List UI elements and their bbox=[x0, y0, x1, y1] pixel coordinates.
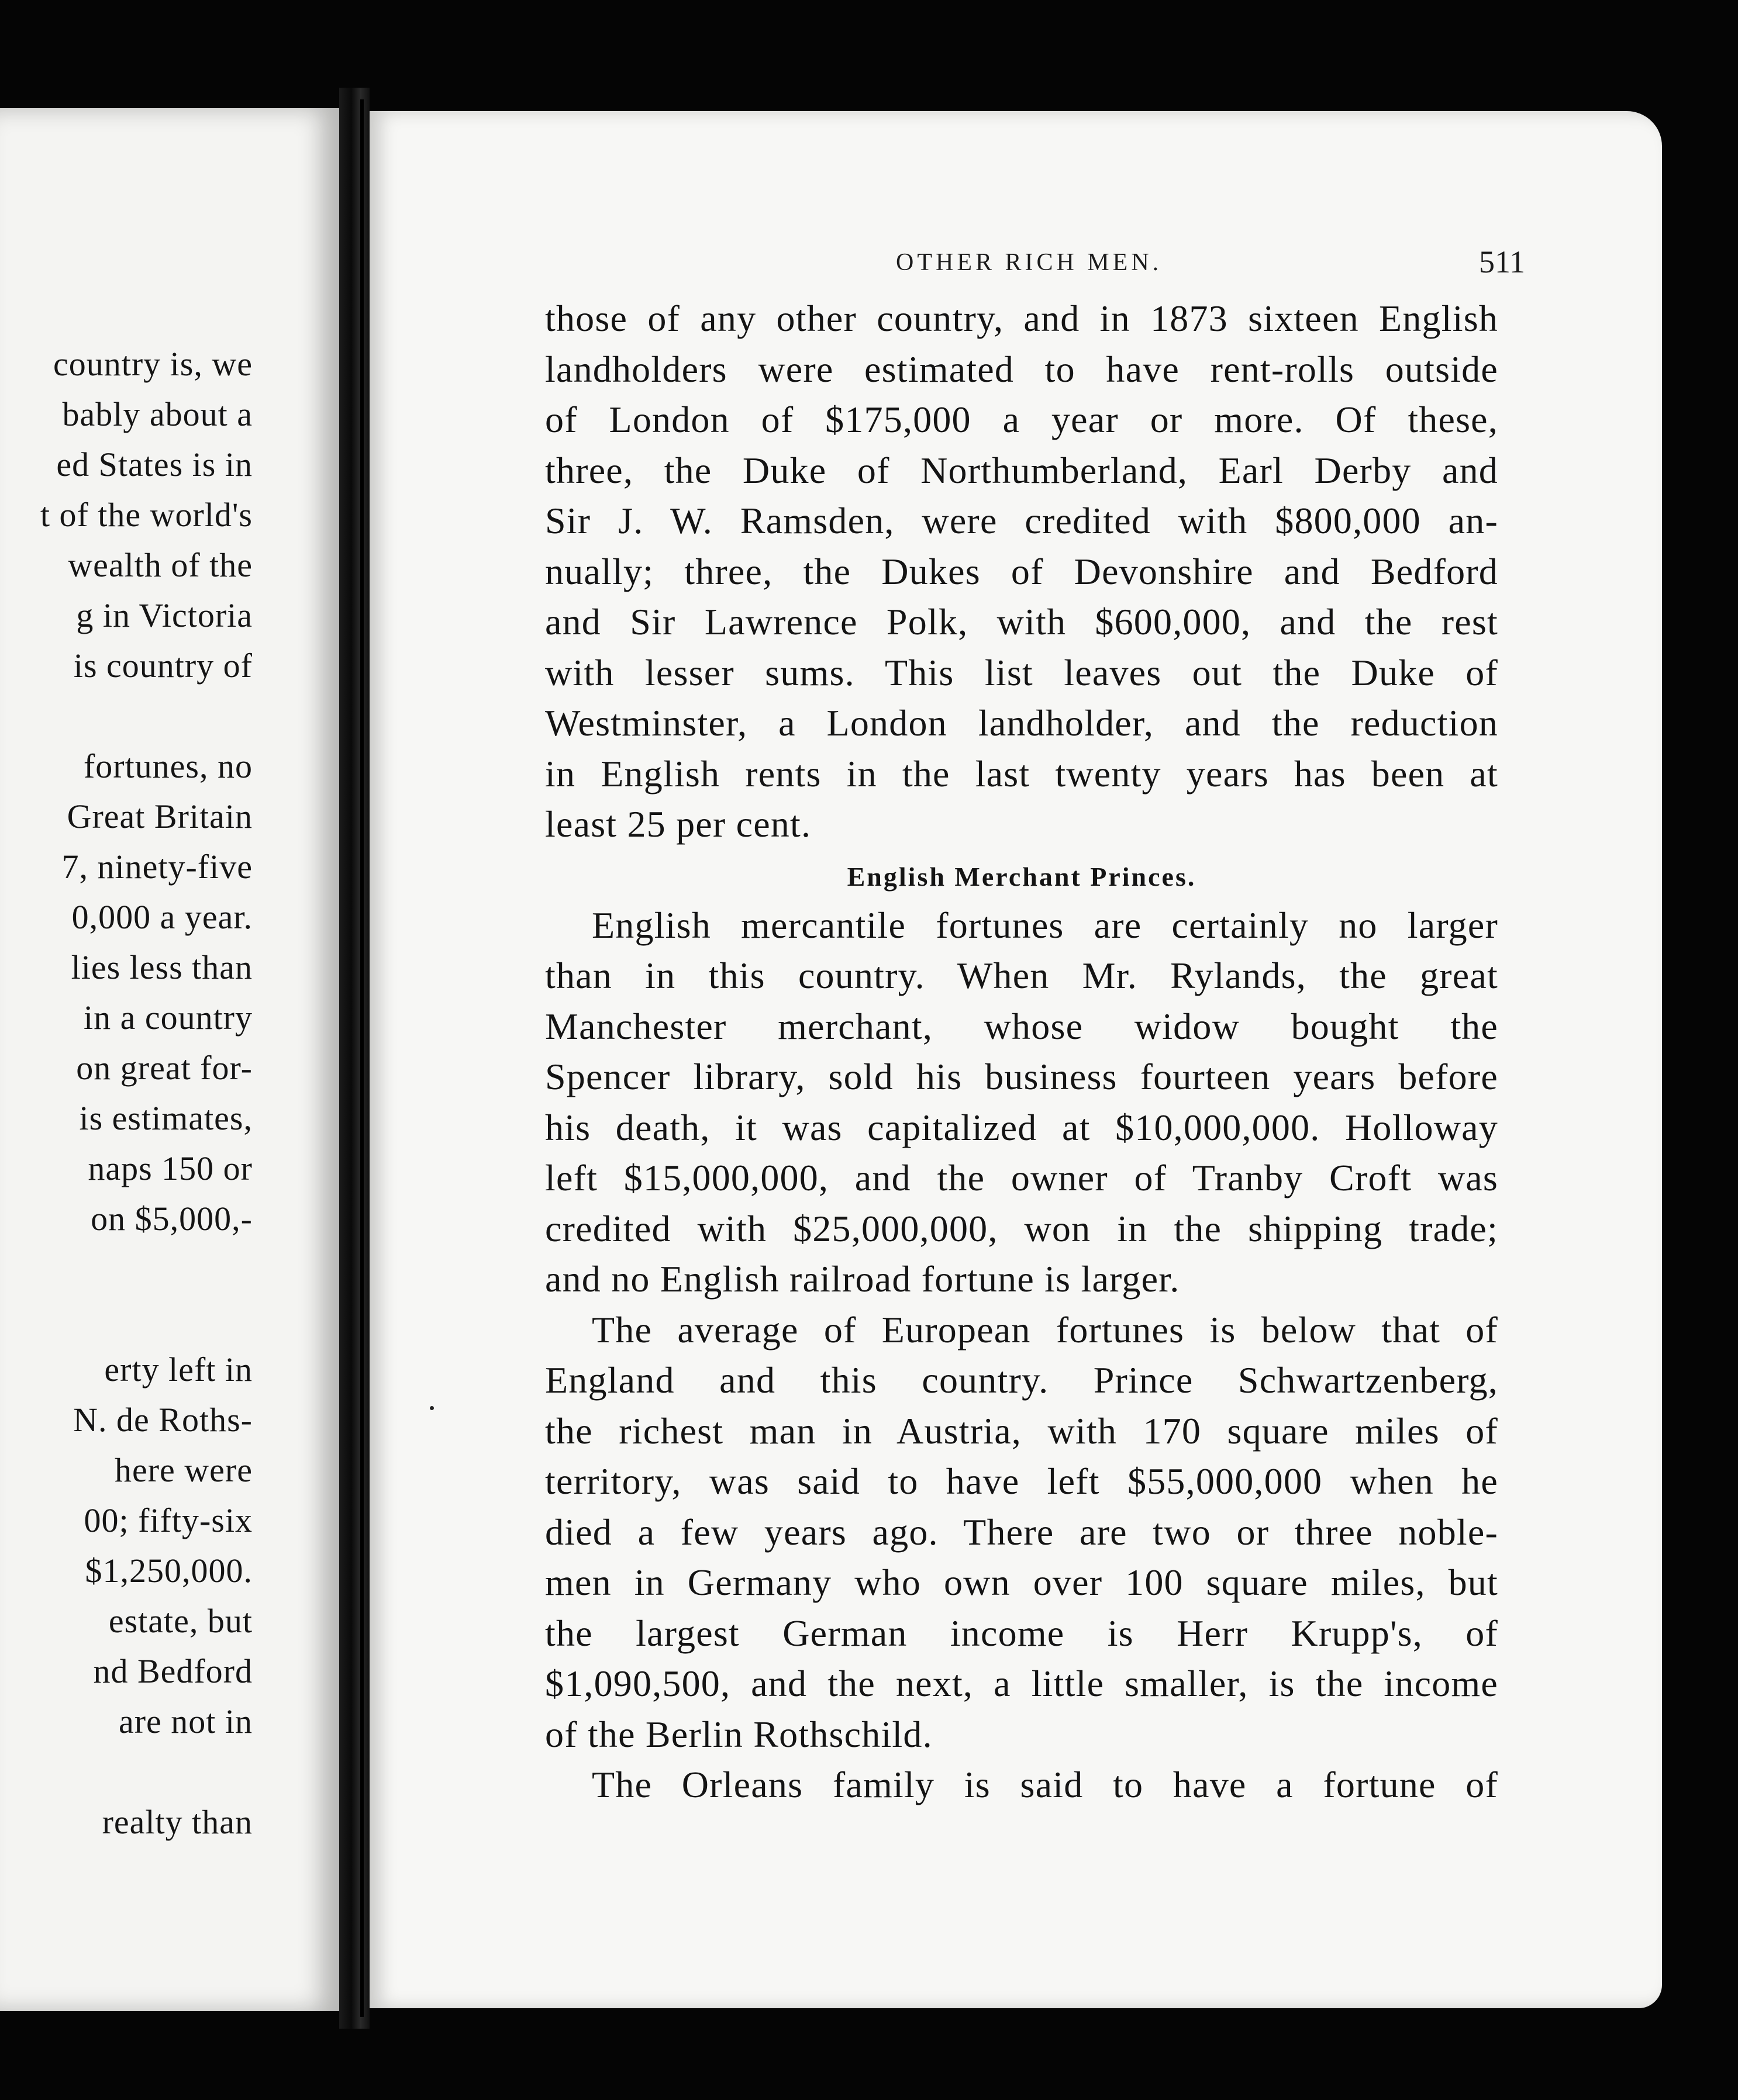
left-page-line: is estimates, bbox=[79, 1099, 253, 1137]
page-number: 511 bbox=[1479, 244, 1525, 279]
text-line: died a few years ago. There are two or three noble- bbox=[545, 1511, 1498, 1553]
text-line: least 25 per cent. bbox=[545, 803, 812, 845]
left-page-line: estate, but bbox=[108, 1602, 253, 1640]
left-page-text bbox=[0, 339, 253, 1847]
left-page-line: 00; fifty-six bbox=[84, 1501, 253, 1539]
text-line: with lesser sums. This list leaves out the Duke of bbox=[545, 651, 1498, 693]
text-line: Spencer library, sold his business fourteen years before bbox=[545, 1056, 1498, 1097]
left-page-line: erty left in bbox=[104, 1351, 253, 1389]
text-line: three, the Duke of Northumberland, Earl Derby and bbox=[545, 449, 1498, 491]
text-line: than in this country. When Mr. Rylands, the great bbox=[545, 955, 1498, 996]
text-line: $1,090,500, and the next, a little smaller, is the income bbox=[545, 1663, 1498, 1704]
gutter-shadow-line bbox=[360, 99, 364, 2017]
left-page-line: 7, ninety-five bbox=[61, 848, 253, 886]
left-page-line: bably about a bbox=[62, 395, 253, 433]
left-page-line: on great for- bbox=[76, 1049, 253, 1087]
text-line: left $15,000,000, and the owner of Tranby Croft was bbox=[545, 1157, 1498, 1198]
left-page-line: country is, we bbox=[53, 345, 253, 383]
text-line: The Orleans family is said to have a fortune of bbox=[592, 1764, 1498, 1805]
text-line: nually; three, the Dukes of Devonshire and Bedford bbox=[545, 550, 1498, 592]
text-line: The average of European fortunes is below that of bbox=[592, 1308, 1498, 1351]
right-page bbox=[370, 111, 1662, 2008]
text-line: England and this country. Prince Schwartzenberg, bbox=[545, 1359, 1498, 1401]
running-title: OTHER RICH MEN. bbox=[896, 249, 1163, 276]
left-page-line: N. de Roths- bbox=[73, 1401, 253, 1439]
scan-speck bbox=[430, 1406, 434, 1410]
book-gutter bbox=[339, 88, 370, 2029]
left-page-line: lies less than bbox=[71, 948, 253, 986]
text-line: in English rents in the last twenty years has been at bbox=[545, 752, 1498, 795]
text-line: landholders were estimated to have rent-rolls outside bbox=[545, 348, 1498, 390]
left-page-line: Great Britain bbox=[67, 797, 253, 835]
body-text bbox=[545, 293, 1498, 1811]
paragraph-2 bbox=[545, 900, 1498, 1305]
text-line: of the Berlin Rothschild. bbox=[545, 1713, 933, 1755]
text-line: territory, was said to have left $55,000,000 when he bbox=[545, 1460, 1498, 1502]
left-page-line: on $5,000,- bbox=[91, 1200, 253, 1238]
left-page-line: 0,000 a year. bbox=[71, 898, 253, 936]
left-page-line: in a country bbox=[83, 999, 253, 1037]
left-page-line: fortunes, no bbox=[83, 747, 253, 785]
text-line: the largest German income is Herr Krupp's, of bbox=[545, 1612, 1498, 1654]
text-line: Westminster, a London landholder, and the reduction bbox=[545, 702, 1498, 744]
paragraph-3 bbox=[545, 1305, 1498, 1760]
paragraph-1 bbox=[545, 293, 1498, 850]
left-page-gap bbox=[0, 1294, 253, 1345]
left-page-line: g in Victoria bbox=[76, 596, 253, 634]
text-line: and Sir Lawrence Polk, with $600,000, and the rest bbox=[545, 601, 1498, 643]
running-head bbox=[370, 244, 1662, 284]
text-line: those of any other country, and in 1873 sixteen English bbox=[545, 298, 1498, 339]
text-line: his death, it was capitalized at $10,000,000. Holloway bbox=[545, 1106, 1498, 1148]
left-page-line: ed States is in bbox=[56, 445, 253, 483]
left-page-line: naps 150 or bbox=[88, 1149, 253, 1187]
text-line: credited with $25,000,000, won in the shipping trade; bbox=[545, 1207, 1498, 1249]
left-page-line: are not in bbox=[118, 1702, 253, 1740]
left-page-gap bbox=[0, 1244, 253, 1294]
paragraph-4 bbox=[545, 1760, 1498, 1811]
section-heading: English Merchant Princes. bbox=[847, 861, 1196, 892]
text-line: Manchester merchant, whose widow bought the bbox=[545, 1005, 1498, 1047]
left-page-line: $1,250,000. bbox=[85, 1552, 253, 1590]
left-page-line: is country of bbox=[73, 647, 253, 685]
text-line: English mercantile fortunes are certainly no larger bbox=[592, 904, 1498, 946]
text-line: and no English railroad fortune is larger. bbox=[545, 1258, 1180, 1300]
text-line: of London of $175,000 a year or more. Of these, bbox=[545, 399, 1498, 440]
left-page-line: here were bbox=[115, 1451, 253, 1489]
left-facing-page bbox=[0, 108, 339, 2011]
left-page-line: realty than bbox=[102, 1803, 253, 1841]
left-page-line: nd Bedford bbox=[93, 1652, 253, 1690]
text-line: men in Germany who own over 100 square miles, but bbox=[545, 1562, 1498, 1603]
left-page-gap bbox=[0, 691, 253, 741]
text-line: Sir J. W. Ramsden, were credited with $800,000 an- bbox=[545, 500, 1498, 541]
left-page-line: wealth of the bbox=[68, 546, 253, 584]
left-page-line: t of the world's bbox=[40, 496, 253, 534]
left-page-gap bbox=[0, 1747, 253, 1797]
text-line: the richest man in Austria, with 170 square miles of bbox=[545, 1410, 1498, 1452]
